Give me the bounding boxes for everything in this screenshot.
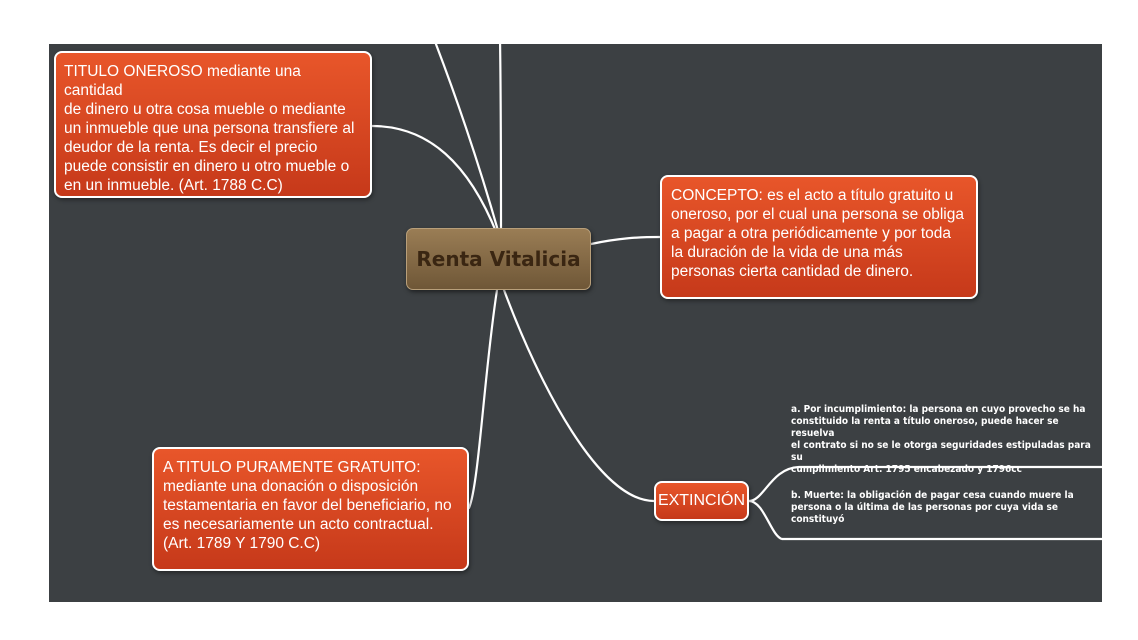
connector-oneroso — [372, 126, 497, 234]
mind-map-canvas — [49, 44, 1102, 602]
connector-gratuito — [469, 290, 497, 508]
subtopic-incumplimiento[interactable]: a. Por incumplimiento: la persona en cuyo provecho se ha constituido la renta a título oneroso, puede hacer se resuelva el contrato si no se le otorga seguridades estipuladas para su cumplimiento Art. 1795 encabezado y 1796cc — [791, 404, 1091, 475]
connector-top-offscreen — [500, 44, 501, 234]
connector-top-left-offscreen — [434, 44, 499, 234]
topic-text: TITULO ONEROSO mediante una cantidad de dinero u otra cosa mueble o mediante un inmueble que una persona transfiere al deudor de la renta. Es decir el precio puede consistir en dinero u otro mueble o en un inmueble. (Art. 1788 C.C) — [64, 63, 355, 194]
topic-text: A TITULO PURAMENTE GRATUITO: mediante una donación o disposición testamentaria en favor del beneficiario, no es necesariamente un acto contractual. (Art. 1789 Y 1790 C.C) — [163, 459, 452, 552]
topic-extincion[interactable] — [654, 481, 749, 521]
connector-concepto — [591, 237, 660, 244]
connector-extincion — [504, 290, 654, 501]
topic-titulo-gratuito[interactable] — [152, 447, 469, 571]
subtopic-muerte[interactable]: b. Muerte: la obligación de pagar cesa cuando muere la persona o la última de las personas por cuya vida se constituyó — [791, 490, 1074, 525]
topic-text: CONCEPTO: es el acto a título gratuito u oneroso, por el cual una persona se obliga a pagar a otra periódicamente y por toda la duración de la vida de una más personas cierta cantidad de dinero. — [671, 187, 964, 280]
topic-concepto[interactable] — [660, 175, 978, 299]
topic-text: EXTINCIÓN — [657, 492, 746, 509]
topic-titulo-oneroso[interactable] — [54, 51, 372, 198]
central-topic[interactable] — [406, 228, 591, 290]
central-topic-label: Renta Vitalicia — [416, 247, 581, 271]
